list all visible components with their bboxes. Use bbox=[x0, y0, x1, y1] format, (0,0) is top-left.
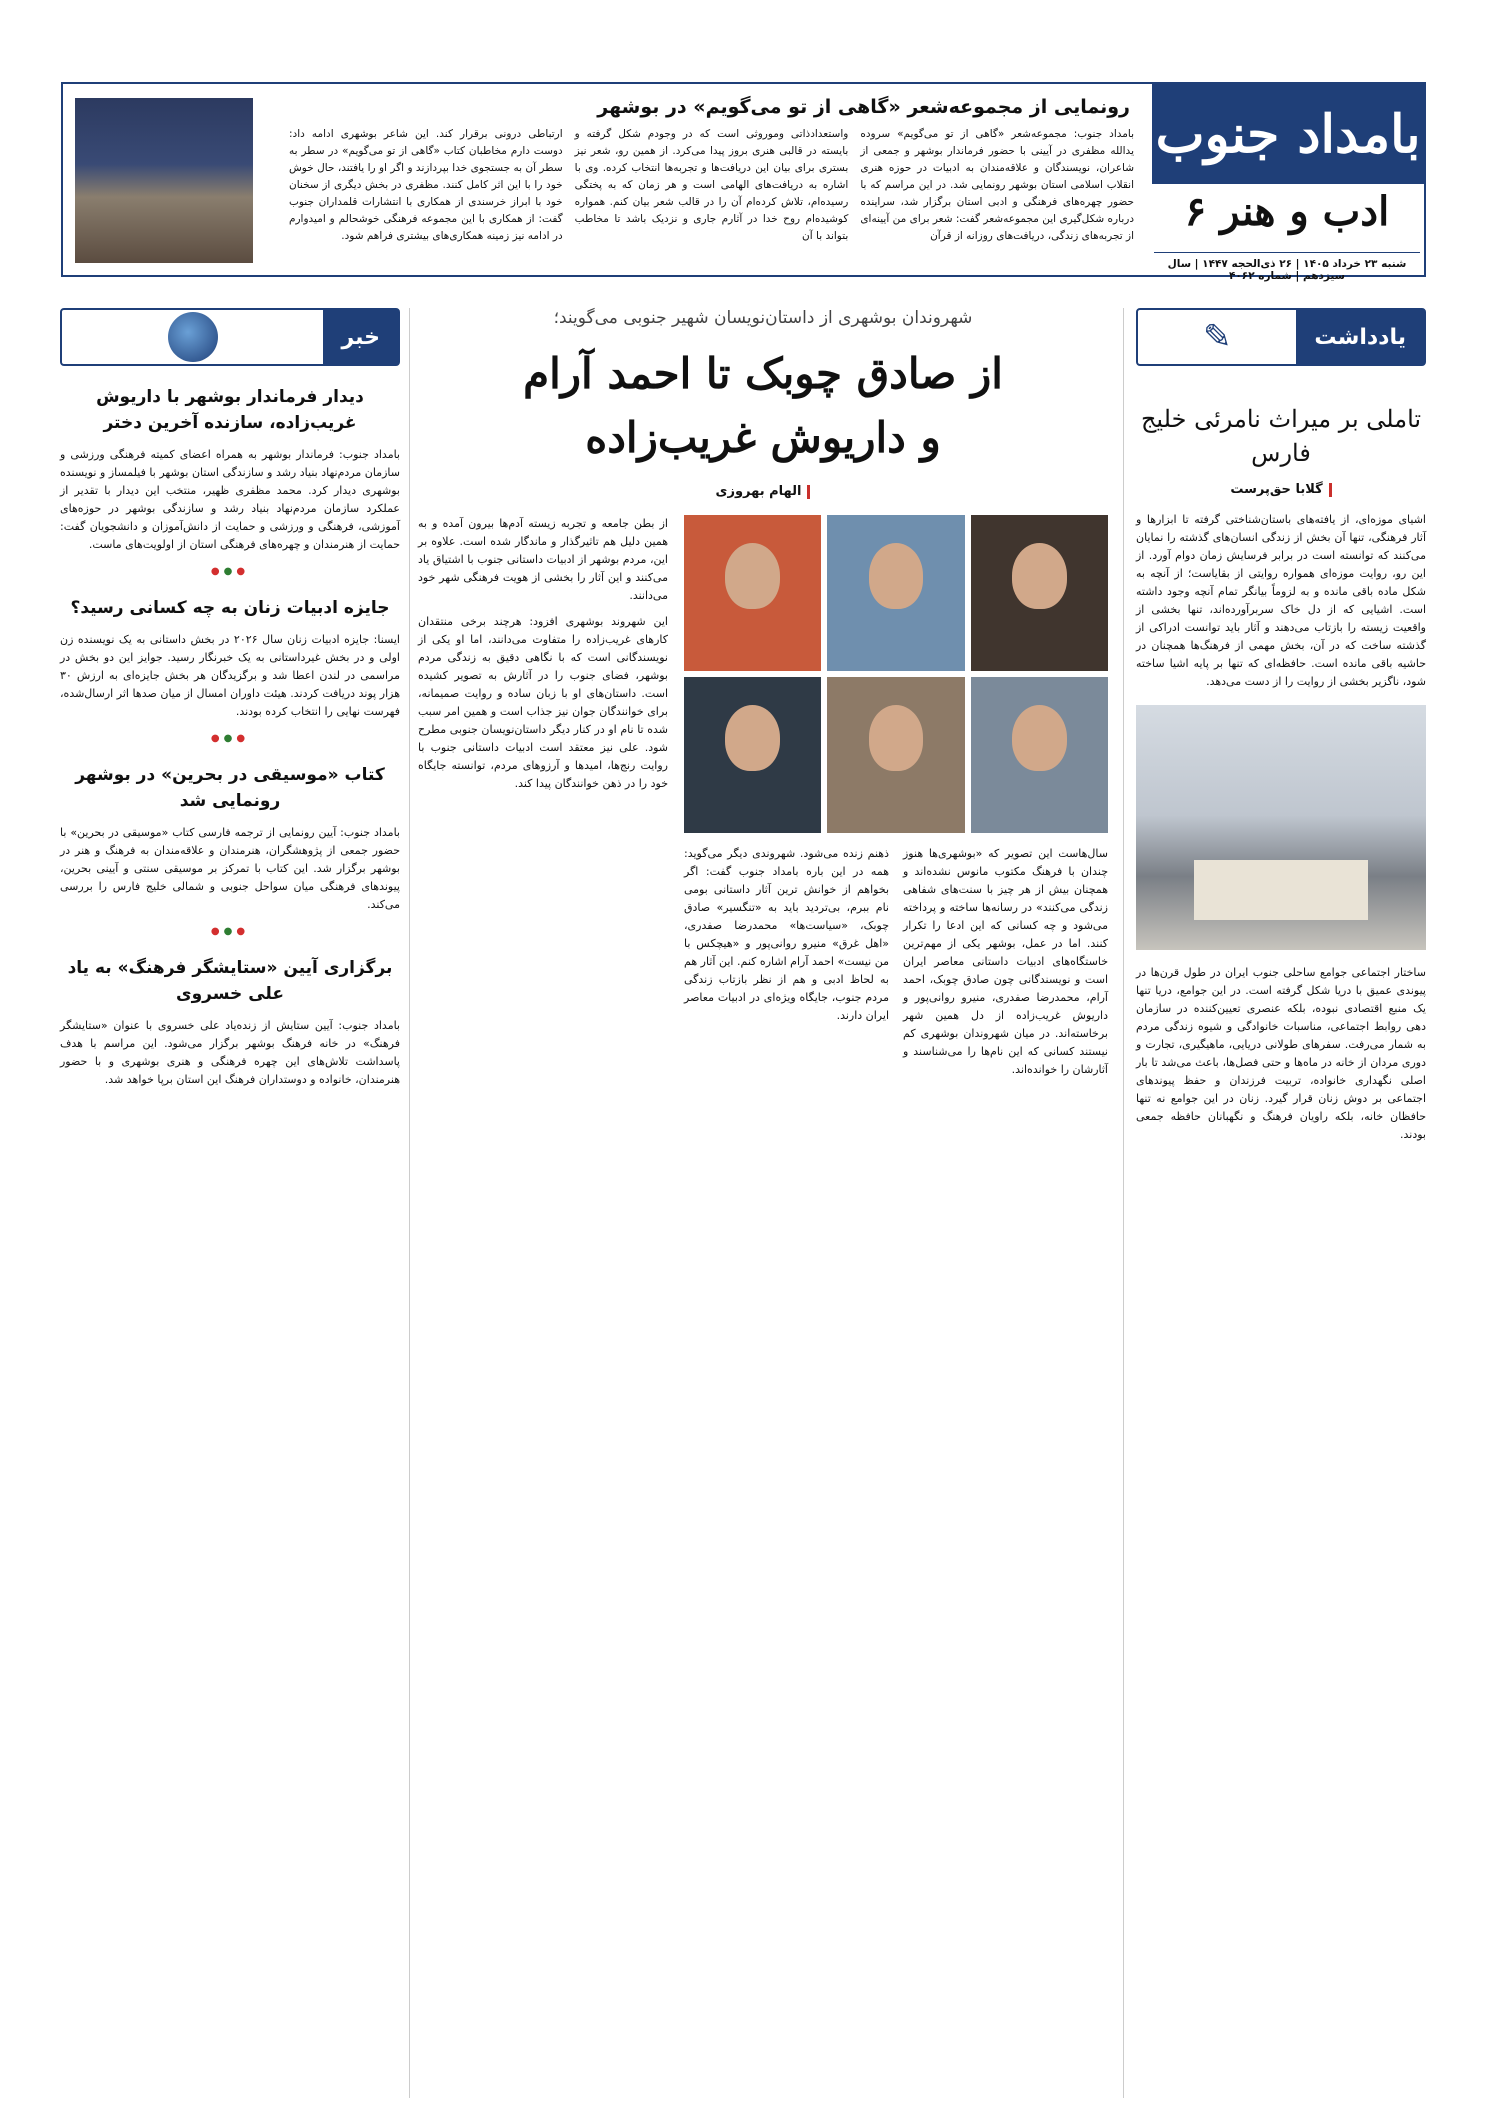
writer-photo bbox=[827, 677, 964, 833]
top-story-column: واستعدادذاتی وموروثی است که در وجودم شکل گرفته و بایسته در قالبی هنری بروز پیدا می‌کرد. از همین رو، شعر نیز بستری برای بیان این دریافت‌ها و تجربه‌ها انتخاب کرده. وی با اشاره به دریافت‌های الهامی است و هر زمان که به پختگی رسیده‌ام، تلاش کرده‌ام آن را در قالب شعر بیان کنم. همواره کوشیده‌ام روح خدا در آثارم جاری و نزدیک باشد تا مخاطب بتواند با آن bbox=[574, 128, 849, 242]
separator-dots: ●●● bbox=[210, 733, 250, 744]
feature-text-column bbox=[418, 515, 668, 1079]
note-author bbox=[1136, 482, 1426, 497]
logo bbox=[1152, 84, 1424, 184]
note-tag-label: یادداشت bbox=[1296, 310, 1424, 364]
feature-text: ذهنم زنده می‌شود. شهروندی دیگر می‌گوید: همه در این باره بامداد جنوب گفت: اگر بخواهم از خوانش ترین آثار داستانی بومی نام ببرم، بی‌تردید باید به «تنگسیر» صادق چوبک، «سیاست‌ها» محمدرضا صفدری، «اهل غرق» منیرو روانی‌پور و «هیچکس با من نیست» احمد آرام اشاره کنم. این آثار هم به لحاظ ادبی و هم از نظر بازتاب زندگی مردم جنوب، جایگاه ویژه‌ای در ادبیات معاصر ایران دارند. bbox=[684, 847, 889, 1022]
feature-author-name: الهام بهروزی bbox=[715, 484, 802, 499]
writer-photo bbox=[827, 515, 964, 671]
news-column bbox=[60, 308, 400, 1089]
notepad-icon: ✎ bbox=[1202, 317, 1232, 357]
feature-title-line: و داریوش غریب‌زاده bbox=[585, 413, 941, 462]
writer-photo bbox=[684, 677, 821, 833]
news-tag bbox=[60, 308, 400, 366]
news-body: بامداد جنوب: آیین رونمایی از ترجمه فارسی کتاب «موسیقی در بحرین» با حضور جمعی از پژوهشگران، هنرمندان و علاقه‌مندان به فرهنگ و هنر در بوشهر برگزار شد. این کتاب با تمرکز بر موسیقی سنتی و آیینی بحرین، پیوندهای فرهنگی میان سواحل جنوبی و شمالی خلیج فارس را بررسی می‌کند. bbox=[60, 826, 400, 911]
news-body: ایسنا: جایزه ادبیات زنان سال ۲۰۲۶ در بخش داستانی به یک نویسنده زن اولی و در بخش غیرداستانی به یک خبرنگار رسید. جوایز این دو بخش در مراسمی در لندن اعطا شد و برگزیدگان هر بخش جایزه‌ای به ارزش ۳۰ هزار پوند دریافت کردند. هیئت داوران امسال از میان صدها اثر ارسال‌شده، فهرست نهایی را انتخاب کرده بودند. bbox=[60, 633, 400, 718]
news-tag-label: خبر bbox=[323, 310, 398, 364]
news-title[interactable]: دیدار فرماندار بوشهر با داریوش غریب‌زاده، سازنده آخرین دختر bbox=[96, 387, 364, 433]
news-title[interactable]: کتاب «موسیقی در بحرین» در بوشهر رونمایی شد bbox=[75, 765, 385, 811]
note-paragraph: اشیای موزه‌ای، از یافته‌های باستان‌شناختی گرفته تا ابزارها و آثار فرهنگی، تنها آن بخش از زندگی انسان‌های گذشته را نمایان می‌کنند که توانسته است در برابر فرسایش زمان دوام آورد. از این رو، روایت موزه‌ای همواره روایتی از بقایاست؛ از آنچه به شکل ماده باقی مانده و به لزوماً بیانگر تمام آنچه وجود داشته است. اشیایی که از دل خاک سربرآورده‌اند، تنها بخشی از واقعیت زیسته را بازتاب می‌دهند و آثار باید توانست ادراکی از گذشته ساخت که در آن، بخش مهمی از فرهنگ‌ها همچنان در حاشیه باقی مانده است. حافظه‌ای که تنها بر پایه اشیا ساخته شود، ناگزیر بخشی از روایت را از دست می‌دهد. bbox=[1136, 513, 1426, 688]
top-story-column: ارتباطی درونی برقرار کند. این شاعر بوشهری ادامه داد: دوست دارم مخاطبان کتاب «گاهی از تو می‌گویم» در سطر به سطر آن به جستجوی خدا بپردازند و اگر او را یافتند، حال خوش خود را با این اثر کامل کنند. مظفری در بخش دیگری از سخنان خود با ابراز خرسندی از همکاری با انتشارات قلمداران جنوب گفت: از همکاری با این مجموعه فرهنگی خوشحالم و امیدوارم در ادامه نیز زمینه همکاری‌های بیشتری فراهم شود. bbox=[288, 128, 563, 242]
column-divider bbox=[409, 308, 410, 2098]
feature-title[interactable] bbox=[418, 342, 1108, 470]
separator-dots: ●●● bbox=[210, 926, 250, 937]
writer-photo bbox=[971, 515, 1108, 671]
note-paragraph: ساختار اجتماعی جوامع ساحلی جنوب ایران در طول قرن‌ها در پیوندی عمیق با دریا شکل گرفته است. در این جوامع، دریا تنها یک منبع اقتصادی نبوده، بلکه عنصری تعیین‌کننده در سازمان دهی روابط اجتماعی، مناسبات خانوادگی و شیوه زندگی مردم به شمار می‌رفت. سفرهای طولانی دریایی، ماهیگیری، تجارت و دوری مردان از خانه در ماه‌ها و حتی فصل‌ها، باعث می‌شد تا بار اصلی نگهداری خانواده، تربیت فرزندان و حفظ پیوندهای اجتماعی بر دوش زنان قرار گیرد. زنان در این جوامع نه تنها حافظان خانه، بلکه راویان فرهنگ و نگهبانان حافظه جمعی بودند. bbox=[1136, 966, 1426, 1141]
news-title[interactable]: جایزه ادبیات زنان به چه کسانی رسید؟ bbox=[70, 598, 390, 618]
top-story-column: بامداد جنوب: مجموعه‌شعر «گاهی از تو می‌گویم» سروده یدالله مظفری در آیینی با حضور فرماندار بوشهر و جمعی از شاعران، نویسندگان و علاقه‌مندان به ادبیات در حوزه هنری انقلاب اسلامی استان بوشهر رونمایی شد. در این مراسم که با حضور چهره‌های فرهنگی و ادبی استان برگزار شد، سراینده درباره شکل‌گیری این مجموعه‌شعر گفت: شعر برای من آیینه‌ای از تجربه‌های زندگی، دریافت‌های روزانه از قرآن bbox=[860, 128, 1134, 242]
news-title[interactable]: برگزاری آیین «ستایشگر فرهنگ» به یاد علی خسروی bbox=[67, 958, 393, 1004]
masthead bbox=[61, 82, 1426, 282]
news-body: بامداد جنوب: فرماندار بوشهر به همراه اعضای کمیته فرهنگی ورزشی و سازمان مردم‌نهاد بنیاد رشد و سازندگی استان بوشهر با فیلمساز و نویسنده بوشهری دیدار کرد. محمد مظفری ظهیر، منتخب این دیدار با تقدیر از عملکرد سازمان مردم‌نهاد بنیاد رشد و سازندگی بوشهر در حوزه‌های آموزشی، فرهنگی و ورزشی و حمایت از دانش‌آموزان و دانشجویان گفت: حمایت از هنرمندان و چهره‌های فرهنگی استان از اولویت‌های ماست. bbox=[60, 448, 400, 551]
note-author-name: گلابا حق‌پرست bbox=[1230, 482, 1323, 497]
writer-photo bbox=[971, 677, 1108, 833]
feature-author bbox=[418, 484, 1108, 499]
column-divider bbox=[1123, 308, 1124, 2098]
feature-title-line: از صادق چوبک تا احمد آرام bbox=[523, 349, 1003, 398]
feature-text: از بطن جامعه و تجربه زیسته آدم‌ها بیرون آمده و به همین دلیل هم تاثیرگذار و ماندگار شده است. علاوه بر این، مردم بوشهر از ادبیات داستانی جنوب با اشتیاق یاد می‌کنند و این آثار را بخشی از هویت فرهنگی شهر خود می‌دانند. bbox=[418, 517, 668, 602]
top-story bbox=[289, 96, 1134, 245]
note-title[interactable]: تاملی بر میراث نامرئی خلیج فارس bbox=[1140, 405, 1422, 467]
writers-photo-grid bbox=[684, 515, 1108, 833]
section-title bbox=[1162, 188, 1412, 235]
note-tag bbox=[1136, 308, 1426, 366]
feature-text: سال‌هاست این تصویر که «بوشهری‌ها هنوز چندان با فرهنگ مکتوب مانوس نشده‌اند و همچنان بیش از هر چیز با سنت‌های شفاهی زندگی می‌کنند» در رسانه‌ها ساخته و پرداخته می‌شود و چه کسانی که این ادعا را تکرار کنند. اما در عمل، بوشهر یکی از مهم‌ترین خاستگاه‌های ادبیات داستانی معاصر ایران است و نویسندگانی چون صادق چوبک، احمد آرام، محمدرضا صفدری، منیرو روانی‌پور و داریوش غریب‌زاده از دل همین شهر برخاسته‌اند. در میان شهروندان بوشهری کم نیستند کسانی که این نام‌ها را می‌شناسند و آثارشان را خوانده‌اند. bbox=[903, 847, 1108, 1076]
feature-text: این شهروند بوشهری افزود: هرچند برخی منتقدان کارهای غریب‌زاده را متفاوت می‌دانند، اما او یکی از نویسندگانی است که با نگاهی دقیق به زندگی مردم بوشهر، فضای جنوب را در آثارش به تصویر کشیده است. داستان‌های او با زبان ساده و روایت صمیمانه، برای خوانندگان جوان نیز جذاب است و همین امر سبب شده تا نام او در کنار دیگر داستان‌نویسان جنوبی مطرح شود. علی نیز معتقد است ادبیات داستانی جنوب با روایت رنج‌ها، امیدها و آرزوهای مردم، توانسته جایگاه خود را در ذهن خوانندگان پیدا کند. bbox=[418, 615, 668, 790]
author-marker bbox=[1329, 483, 1332, 497]
ceremony-photo bbox=[75, 98, 253, 263]
feature-column bbox=[418, 308, 1108, 1079]
issue-line: شنبه ۲۳ خرداد ۱۴۰۵ | ۲۶ ذی‌الحجه ۱۴۴۷ | سال سیزدهم | شماره ۴۰۶۲ bbox=[1154, 252, 1420, 282]
section-name: ادب و هنر bbox=[1220, 188, 1390, 235]
news-body: بامداد جنوب: آیین ستایش از زنده‌یاد علی خسروی با عنوان «ستایشگر فرهنگ» در خانه فرهنگ بوشهر برگزار می‌شود. این مراسم با هدف پاسداشت تلاش‌های این چهره فرهنگی و هنری بوشهری و با حضور هنرمندان، خانواده و دوستداران فرهنگ این استان برپا خواهد شد. bbox=[60, 1019, 400, 1086]
top-story-title[interactable]: رونمایی از مجموعه‌شعر «گاهی از تو می‌گویم» در بوشهر bbox=[597, 96, 1130, 118]
feature-kicker: شهروندان بوشهری از داستان‌نویسان شهیر جنوبی می‌گویند؛ bbox=[553, 308, 973, 328]
writer-photo bbox=[684, 515, 821, 671]
page-number: ۶ bbox=[1184, 188, 1207, 235]
separator-dots: ●●● bbox=[210, 566, 250, 577]
museum-photo bbox=[1136, 705, 1426, 950]
logo-text: بامداد جنوب bbox=[1155, 103, 1421, 165]
note-column bbox=[1136, 308, 1426, 1144]
author-marker bbox=[807, 485, 810, 499]
globe-icon bbox=[62, 312, 323, 362]
